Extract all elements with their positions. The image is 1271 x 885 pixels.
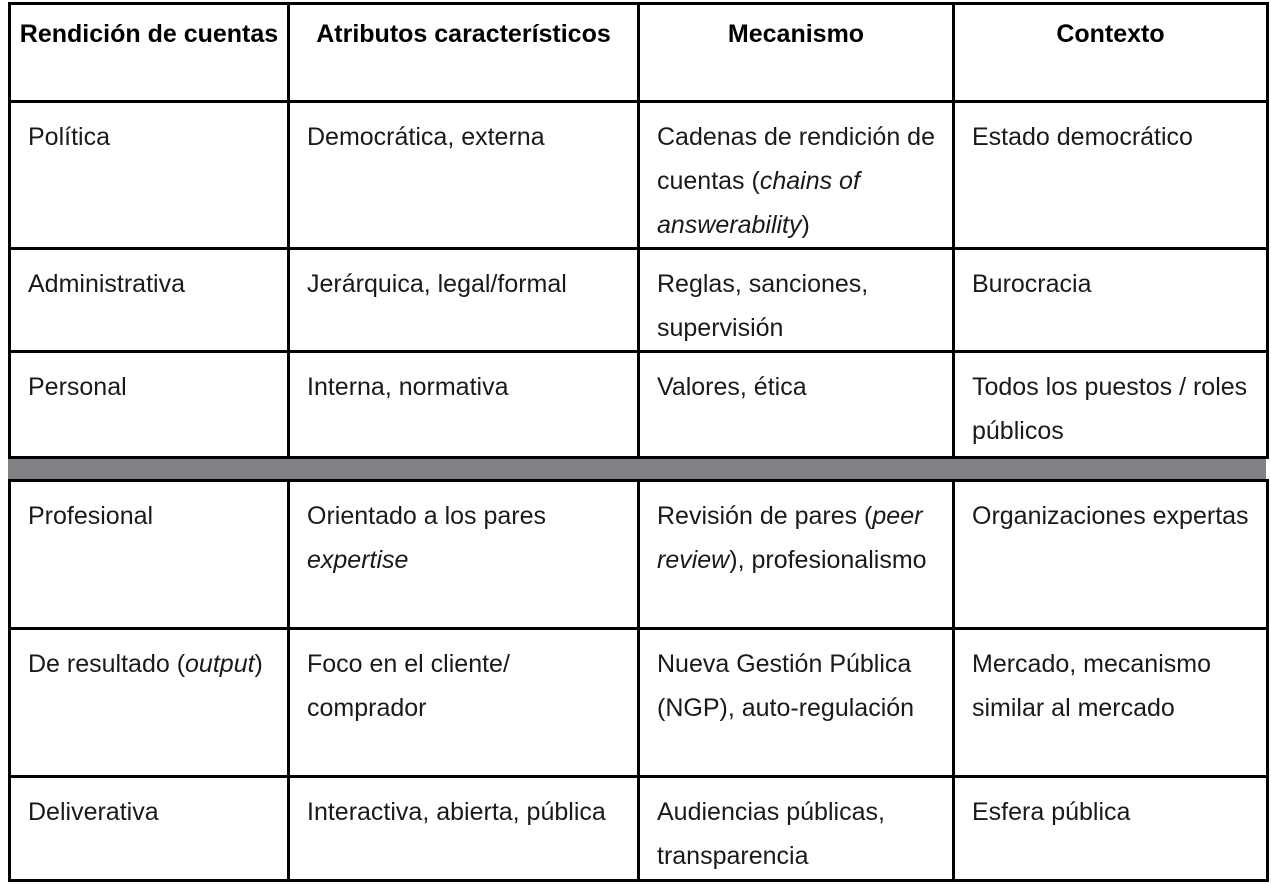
cell-contexto (954, 249, 1268, 352)
header-row (10, 4, 1268, 102)
cell-text: Todos los puestos / roles públicos (972, 373, 1248, 445)
cell-text: ) (801, 211, 810, 239)
cell-text: Cadenas de rendición de cuentas ( (657, 123, 935, 195)
header-rendicion: Rendición de cuentas (10, 4, 289, 102)
cell-atributos (289, 102, 639, 249)
cell-mecanismo (639, 249, 954, 352)
table-row (10, 777, 1268, 881)
cell-mecanismo (639, 629, 954, 777)
cell-atributos (289, 629, 639, 777)
cell-text: Política (28, 123, 110, 151)
cell-text: Organizaciones expertas (972, 502, 1249, 530)
cell-tipo (10, 249, 289, 352)
cell-text: Reglas, sanciones, supervisión (657, 270, 869, 342)
header-mecanismo: Mecanismo (639, 4, 954, 102)
table-row (10, 481, 1268, 629)
cell-text: De resultado ( (28, 650, 186, 678)
cell-text: Deliverativa (28, 798, 159, 826)
cell-text: Mercado, mecanismo similar al mercado (972, 650, 1211, 722)
cell-text: Foco en el cliente/ comprador (307, 650, 510, 722)
cell-contexto (954, 352, 1268, 458)
cell-text: Profesional (28, 502, 154, 530)
cell-tipo (10, 102, 289, 249)
cell-text: Jerárquica, legal/formal (307, 270, 567, 298)
cell-text: Revisión de pares ( (657, 502, 873, 530)
cell-mecanismo (639, 102, 954, 249)
cell-tipo (10, 481, 289, 629)
cell-text: ) (254, 650, 263, 678)
cell-atributos (289, 249, 639, 352)
cell-mecanismo (639, 352, 954, 458)
cell-text: Burocracia (972, 270, 1092, 298)
cell-mecanismo (639, 777, 954, 881)
table-row (10, 249, 1268, 352)
header-atributos: Atributos característicos (289, 4, 639, 102)
italic-text: chains of answerability (657, 167, 860, 239)
cell-atributos (289, 481, 639, 629)
cell-text: Personal (28, 373, 127, 401)
cell-text: ), profesionalismo (729, 546, 927, 574)
header-contexto: Contexto (954, 4, 1268, 102)
table-wrapper (8, 2, 1266, 882)
cell-mecanismo (639, 481, 954, 629)
cell-tipo (10, 777, 289, 881)
section-separator (8, 459, 1266, 479)
italic-text: output (185, 650, 255, 678)
cell-tipo (10, 352, 289, 458)
cell-text: Orientado a los pares (307, 502, 547, 530)
italic-text: peer review (657, 502, 923, 574)
cell-text: Interna, normativa (307, 373, 509, 401)
cell-text: Nueva Gestión Pública (NGP), auto-regulación (657, 650, 915, 722)
table-row (10, 352, 1268, 458)
cell-text: Administrativa (28, 270, 185, 298)
cell-tipo (10, 629, 289, 777)
cell-contexto (954, 629, 1268, 777)
cell-text: Audiencias públicas, transparencia (657, 798, 885, 870)
cell-atributos (289, 352, 639, 458)
cell-text: Esfera pública (972, 798, 1131, 826)
accountability-table-bottom (8, 479, 1269, 882)
cell-contexto (954, 481, 1268, 629)
cell-text: Democrática, externa (307, 123, 545, 151)
cell-text: Interactiva, abierta, pública (307, 798, 606, 826)
table-row (10, 629, 1268, 777)
table-row (10, 102, 1268, 249)
cell-text: Valores, ética (657, 373, 807, 401)
italic-text: expertise (307, 546, 409, 574)
cell-contexto (954, 777, 1268, 881)
cell-contexto (954, 102, 1268, 249)
cell-atributos (289, 777, 639, 881)
accountability-table-top (8, 2, 1269, 459)
cell-text: Estado democrático (972, 123, 1193, 151)
